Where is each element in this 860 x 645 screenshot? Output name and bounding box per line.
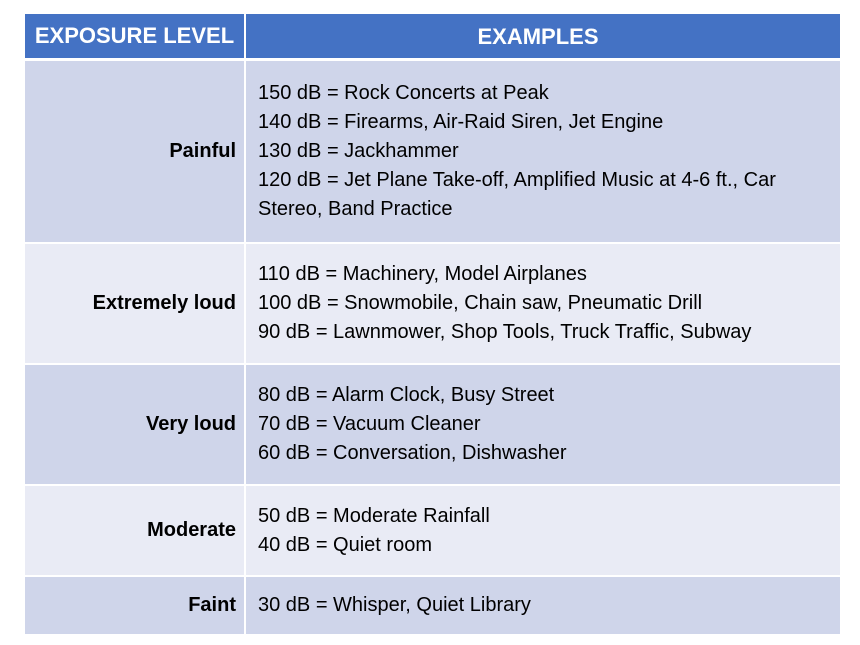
table-row xyxy=(25,486,840,577)
example-line: 90 dB = Lawnmower, Shop Tools, Truck Traffic, Subway xyxy=(258,321,752,343)
example-line: 50 dB = Moderate Rainfall xyxy=(258,504,490,527)
exposure-level-cell: Very loud xyxy=(25,365,246,484)
table-row xyxy=(25,61,840,244)
example-line: 110 dB = Machinery, Model Airplanes xyxy=(258,263,587,285)
exposure-level-header: EXPOSURE LEVEL xyxy=(25,14,246,58)
noise-exposure-table xyxy=(25,14,840,634)
table-header-row xyxy=(25,14,840,61)
example-line: 40 dB = Quiet room xyxy=(258,533,432,556)
example-line: 120 dB = Jet Plane Take-off, Amplified Music at 4-6 ft., Car xyxy=(258,169,776,191)
exposure-level-cell: Extremely loud xyxy=(25,244,246,363)
examples-cell xyxy=(246,61,840,242)
table-row xyxy=(25,577,840,634)
example-line: 30 dB = Whisper, Quiet Library xyxy=(258,594,531,616)
examples-cell xyxy=(246,244,840,363)
example-line: 150 dB = Rock Concerts at Peak xyxy=(258,82,549,104)
exposure-level-cell: Faint xyxy=(25,577,246,634)
exposure-level-cell: Painful xyxy=(25,61,246,242)
example-line: 130 dB = Jackhammer xyxy=(258,140,459,162)
example-line: 70 dB = Vacuum Cleaner xyxy=(258,413,481,435)
examples-cell xyxy=(246,365,840,484)
examples-cell xyxy=(246,577,840,634)
example-line: 140 dB = Firearms, Air-Raid Siren, Jet Engine xyxy=(258,111,664,133)
example-line: 80 dB = Alarm Clock, Busy Street xyxy=(258,384,555,406)
example-line: 60 dB = Conversation, Dishwasher xyxy=(258,442,567,464)
table-row xyxy=(25,244,840,365)
table-row xyxy=(25,365,840,486)
example-line: 100 dB = Snowmobile, Chain saw, Pneumatic Drill xyxy=(258,292,703,314)
examples-header: EXAMPLES xyxy=(477,23,599,49)
example-line: Stereo, Band Practice xyxy=(258,198,453,220)
examples-cell xyxy=(246,486,840,575)
exposure-level-cell: Moderate xyxy=(25,486,246,575)
